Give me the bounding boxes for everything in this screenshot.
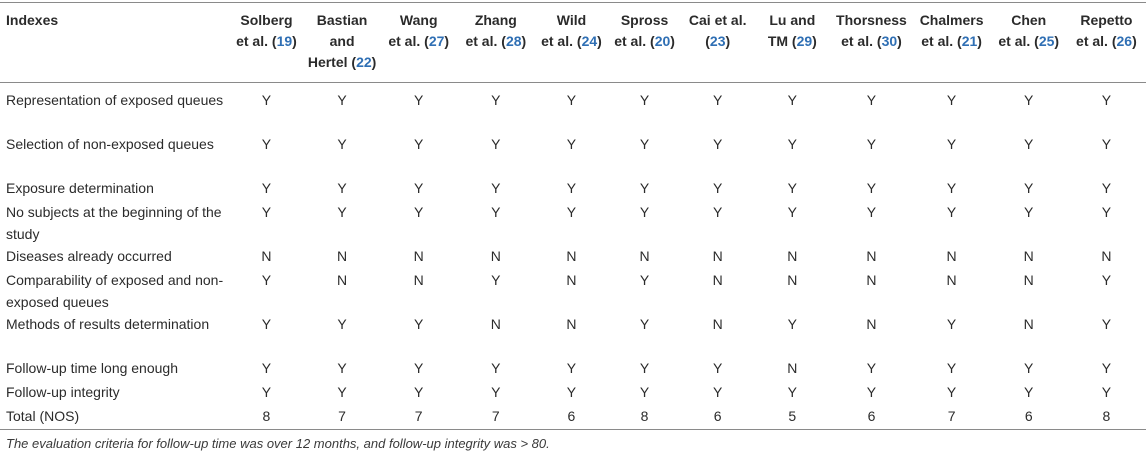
table-cell: 6 bbox=[867, 408, 876, 424]
table-cell: Y bbox=[946, 136, 957, 152]
index-label: Total (NOS) bbox=[6, 408, 80, 424]
study-header bbox=[991, 3, 1067, 83]
index-label: Methods of results determination bbox=[6, 316, 210, 332]
study-citation bbox=[229, 31, 303, 52]
table-cell: Y bbox=[261, 384, 272, 400]
study-citation-text: Hertel ( bbox=[307, 54, 357, 70]
table-cell: Y bbox=[713, 92, 723, 108]
table-cell: N bbox=[946, 248, 957, 264]
study-citation-close: ) bbox=[725, 33, 731, 49]
table-cell: Y bbox=[787, 180, 797, 196]
reference-link[interactable]: 20 bbox=[654, 33, 671, 49]
table-cell: N bbox=[261, 248, 272, 264]
study-header bbox=[681, 3, 754, 83]
study-header bbox=[381, 3, 457, 83]
table-cell: Y bbox=[414, 204, 424, 220]
table-cell: Y bbox=[261, 272, 272, 288]
table-cell: N bbox=[566, 316, 577, 332]
table-cell: N bbox=[337, 272, 348, 288]
study-citation-close: ) bbox=[812, 33, 817, 49]
index-label: Follow-up integrity bbox=[6, 384, 120, 400]
table-cell: Y bbox=[946, 92, 957, 108]
table-cell: Y bbox=[787, 384, 797, 400]
study-header bbox=[1067, 3, 1146, 83]
study-header bbox=[754, 3, 830, 83]
study-citation-close: ) bbox=[1132, 33, 1137, 49]
nos-quality-table bbox=[0, 2, 1146, 430]
study-citation-close: ) bbox=[521, 33, 527, 49]
table-cell: Y bbox=[491, 360, 501, 376]
table-cell: Y bbox=[491, 204, 501, 220]
table-cell: Y bbox=[491, 92, 501, 108]
table-cell: Y bbox=[946, 316, 957, 332]
table-cell: N bbox=[712, 248, 723, 264]
table-cell: 8 bbox=[262, 408, 271, 424]
table-cell: 8 bbox=[640, 408, 649, 424]
table-cell: Y bbox=[946, 180, 957, 196]
table-cell: Y bbox=[1101, 384, 1112, 400]
table-cell: Y bbox=[566, 180, 577, 196]
index-label: Selection of non-exposed queues bbox=[6, 136, 214, 152]
study-name: Chalmers bbox=[919, 12, 984, 28]
table-cell: Y bbox=[787, 92, 797, 108]
header-row bbox=[0, 3, 1146, 83]
table-cell: Y bbox=[261, 180, 272, 196]
table-cell: Y bbox=[337, 204, 347, 220]
table-cell: Y bbox=[713, 360, 723, 376]
table-cell: N bbox=[866, 248, 877, 264]
table-cell: Y bbox=[946, 360, 957, 376]
table-cell: Y bbox=[414, 360, 424, 376]
table-cell: N bbox=[787, 272, 798, 288]
table-cell: N bbox=[1023, 316, 1034, 332]
study-header bbox=[457, 3, 535, 83]
table-cell: Y bbox=[414, 316, 424, 332]
study-name: Solberg bbox=[240, 12, 293, 28]
table-cell: Y bbox=[337, 136, 347, 152]
table-row bbox=[0, 245, 1146, 269]
table-cell: Y bbox=[639, 384, 650, 400]
table-cell: 6 bbox=[1024, 408, 1033, 424]
study-citation-text: et al. ( bbox=[1076, 33, 1117, 49]
study-citation-close: ) bbox=[977, 33, 982, 49]
table-header bbox=[0, 3, 1146, 83]
study-name: Zhang bbox=[474, 12, 517, 28]
table-row bbox=[0, 83, 1146, 134]
table-cell: Y bbox=[337, 316, 347, 332]
index-label: Comparability of exposed and non-exposed queues bbox=[6, 272, 224, 310]
table-row bbox=[0, 133, 1146, 177]
table-cell: N bbox=[712, 272, 723, 288]
table-cell: Y bbox=[1024, 92, 1034, 108]
study-citation-text: et al. ( bbox=[841, 33, 882, 49]
study-name: Wang bbox=[399, 12, 438, 28]
table-cell: N bbox=[946, 272, 957, 288]
index-label: Follow-up time long enough bbox=[6, 360, 178, 376]
table-cell: Y bbox=[1101, 316, 1112, 332]
study-name: Thorsness bbox=[836, 12, 907, 28]
table-cell: Y bbox=[1101, 136, 1112, 152]
table-cell: Y bbox=[946, 204, 957, 220]
table-cell: Y bbox=[866, 180, 877, 196]
indexes-header: Indexes bbox=[6, 12, 59, 28]
table-cell: N bbox=[413, 248, 424, 264]
table-cell: Y bbox=[1024, 360, 1034, 376]
table-cell: Y bbox=[1024, 384, 1034, 400]
table-cell: Y bbox=[866, 136, 877, 152]
table-cell: Y bbox=[414, 180, 424, 196]
study-citation bbox=[913, 31, 991, 52]
table-row bbox=[0, 405, 1146, 430]
index-label: No subjects at the beginning of the study bbox=[6, 204, 222, 242]
table-cell: Y bbox=[566, 384, 577, 400]
table-cell: Y bbox=[337, 360, 347, 376]
table-cell: 8 bbox=[1102, 408, 1111, 424]
table-cell: N bbox=[639, 248, 650, 264]
study-citation-text: ( bbox=[705, 33, 710, 49]
table-cell: Y bbox=[1024, 136, 1034, 152]
reference-link[interactable]: 19 bbox=[276, 33, 293, 49]
table-cell: Y bbox=[639, 136, 650, 152]
reference-link[interactable]: 27 bbox=[428, 33, 445, 49]
table-cell: Y bbox=[566, 204, 577, 220]
table-cell: N bbox=[1101, 248, 1112, 264]
table-cell: Y bbox=[1101, 180, 1112, 196]
table-cell: N bbox=[866, 272, 877, 288]
table-cell: Y bbox=[337, 92, 347, 108]
table-cell: Y bbox=[787, 136, 797, 152]
study-citation-close: ) bbox=[897, 33, 902, 49]
table-cell: 5 bbox=[788, 408, 797, 424]
study-citation-close: ) bbox=[444, 33, 450, 49]
study-citation bbox=[535, 31, 608, 52]
table-cell: N bbox=[566, 272, 577, 288]
study-citation-text: et al. ( bbox=[998, 33, 1039, 49]
table-cell: Y bbox=[1101, 92, 1112, 108]
study-citation-text: et al. ( bbox=[465, 33, 506, 49]
table-cell: Y bbox=[566, 136, 577, 152]
table-cell: 7 bbox=[414, 408, 423, 424]
table-cell: N bbox=[1023, 272, 1034, 288]
study-citation bbox=[754, 31, 830, 52]
table-cell: Y bbox=[337, 384, 347, 400]
reference-link[interactable]: 23 bbox=[709, 33, 726, 49]
reference-link[interactable]: 22 bbox=[356, 54, 372, 70]
table-cell: N bbox=[712, 316, 723, 332]
study-citation bbox=[381, 31, 457, 52]
table-row bbox=[0, 357, 1146, 381]
table-cell: 7 bbox=[491, 408, 500, 424]
table-cell: Y bbox=[1101, 272, 1112, 288]
table-cell: Y bbox=[639, 316, 650, 332]
table-cell: Y bbox=[1101, 360, 1112, 376]
table-cell: Y bbox=[261, 92, 272, 108]
table-cell: Y bbox=[261, 360, 272, 376]
table-cell: N bbox=[490, 316, 501, 332]
table-cell: Y bbox=[713, 384, 723, 400]
table-cell: Y bbox=[414, 92, 424, 108]
table-cell: N bbox=[490, 248, 501, 264]
table-cell: 6 bbox=[713, 408, 722, 424]
table-cell: Y bbox=[337, 180, 347, 196]
table-cell: Y bbox=[1024, 180, 1034, 196]
table-cell: Y bbox=[491, 180, 501, 196]
study-citation bbox=[830, 31, 912, 52]
study-header bbox=[913, 3, 991, 83]
table-cell: Y bbox=[866, 360, 877, 376]
study-citation bbox=[304, 31, 381, 52]
table-cell: N bbox=[866, 316, 877, 332]
study-header bbox=[304, 3, 381, 83]
reference-link[interactable]: 28 bbox=[505, 33, 522, 49]
study-citation-close: ) bbox=[292, 33, 297, 49]
table-cell: Y bbox=[713, 204, 723, 220]
table-cell: N bbox=[1023, 248, 1034, 264]
table-cell: N bbox=[787, 248, 798, 264]
table-cell: Y bbox=[491, 272, 501, 288]
table-cell: Y bbox=[866, 384, 877, 400]
study-citation-text: et al. ( bbox=[541, 33, 582, 49]
table-cell: Y bbox=[566, 360, 577, 376]
table-cell: Y bbox=[866, 204, 877, 220]
study-name: Repetto bbox=[1080, 12, 1133, 28]
table-cell: N bbox=[566, 248, 577, 264]
reference-link[interactable]: 25 bbox=[1038, 33, 1055, 49]
study-citation-close: ) bbox=[670, 33, 675, 49]
table-cell: 6 bbox=[567, 408, 576, 424]
table-row bbox=[0, 381, 1146, 405]
study-citation-close: ) bbox=[1054, 33, 1060, 49]
index-label: Representation of exposed queues bbox=[6, 92, 224, 108]
reference-link[interactable]: 29 bbox=[796, 33, 813, 49]
table-cell: N bbox=[787, 360, 798, 376]
study-name: Spross bbox=[620, 12, 669, 28]
table-cell: Y bbox=[787, 204, 797, 220]
study-citation-text: and bbox=[329, 33, 355, 49]
study-name: Lu and bbox=[769, 12, 816, 28]
table-cell: Y bbox=[261, 204, 272, 220]
table-cell: Y bbox=[1024, 204, 1034, 220]
study-citation bbox=[457, 31, 535, 52]
table-cell: Y bbox=[261, 136, 272, 152]
table-row bbox=[0, 269, 1146, 313]
study-citation bbox=[681, 31, 754, 52]
table-cell: Y bbox=[414, 384, 424, 400]
study-header bbox=[830, 3, 912, 83]
table-cell: Y bbox=[639, 180, 650, 196]
study-name: Bastian bbox=[316, 12, 368, 28]
study-citation-text: et al. ( bbox=[921, 33, 962, 49]
index-label: Exposure determination bbox=[6, 180, 154, 196]
table-row bbox=[0, 201, 1146, 245]
table-row bbox=[0, 177, 1146, 201]
study-citation-close: ) bbox=[597, 33, 602, 49]
table-cell: Y bbox=[946, 384, 957, 400]
table-cell: Y bbox=[491, 136, 501, 152]
index-label: Diseases already occurred bbox=[6, 248, 172, 264]
table-cell: 7 bbox=[947, 408, 956, 424]
study-citation bbox=[1067, 31, 1146, 52]
table-cell: Y bbox=[866, 92, 877, 108]
table-cell: Y bbox=[713, 180, 723, 196]
study-name: Wild bbox=[556, 12, 587, 28]
study-citation-text: et al. ( bbox=[614, 33, 655, 49]
reference-link[interactable]: 21 bbox=[961, 33, 978, 49]
table-cell: Y bbox=[491, 384, 501, 400]
table-cell: N bbox=[413, 272, 424, 288]
table-cell: Y bbox=[414, 136, 424, 152]
table-cell: Y bbox=[1101, 204, 1112, 220]
table-footnote: The evaluation criteria for follow-up time was over 12 months, and follow-up integrity was > 80. bbox=[6, 436, 550, 451]
reference-link[interactable]: 26 bbox=[1116, 33, 1133, 49]
table-cell: Y bbox=[713, 136, 723, 152]
table-cell: Y bbox=[566, 92, 577, 108]
study-citation bbox=[991, 31, 1067, 52]
reference-link[interactable]: 24 bbox=[581, 33, 598, 49]
study-citation-text: TM ( bbox=[767, 33, 797, 49]
table-cell: Y bbox=[261, 316, 272, 332]
study-header bbox=[229, 3, 303, 83]
table-cell: N bbox=[337, 248, 348, 264]
study-name-cont bbox=[304, 52, 381, 73]
study-name: Cai et al. bbox=[688, 12, 747, 28]
study-citation-text: et al. ( bbox=[388, 33, 429, 49]
table-cell: Y bbox=[787, 316, 797, 332]
table-cell: Y bbox=[639, 204, 650, 220]
study-citation-text: et al. ( bbox=[236, 33, 277, 49]
table-cell: 7 bbox=[338, 408, 346, 424]
table-cell: Y bbox=[639, 92, 650, 108]
study-header bbox=[608, 3, 681, 83]
study-citation bbox=[608, 31, 681, 52]
study-header bbox=[535, 3, 608, 83]
table-row bbox=[0, 313, 1146, 357]
table-cell: Y bbox=[639, 272, 650, 288]
table-cell: Y bbox=[639, 360, 650, 376]
reference-link[interactable]: 30 bbox=[881, 33, 898, 49]
study-name: Chen bbox=[1011, 12, 1047, 28]
table-body bbox=[0, 83, 1146, 430]
study-citation-close: ) bbox=[371, 54, 377, 70]
